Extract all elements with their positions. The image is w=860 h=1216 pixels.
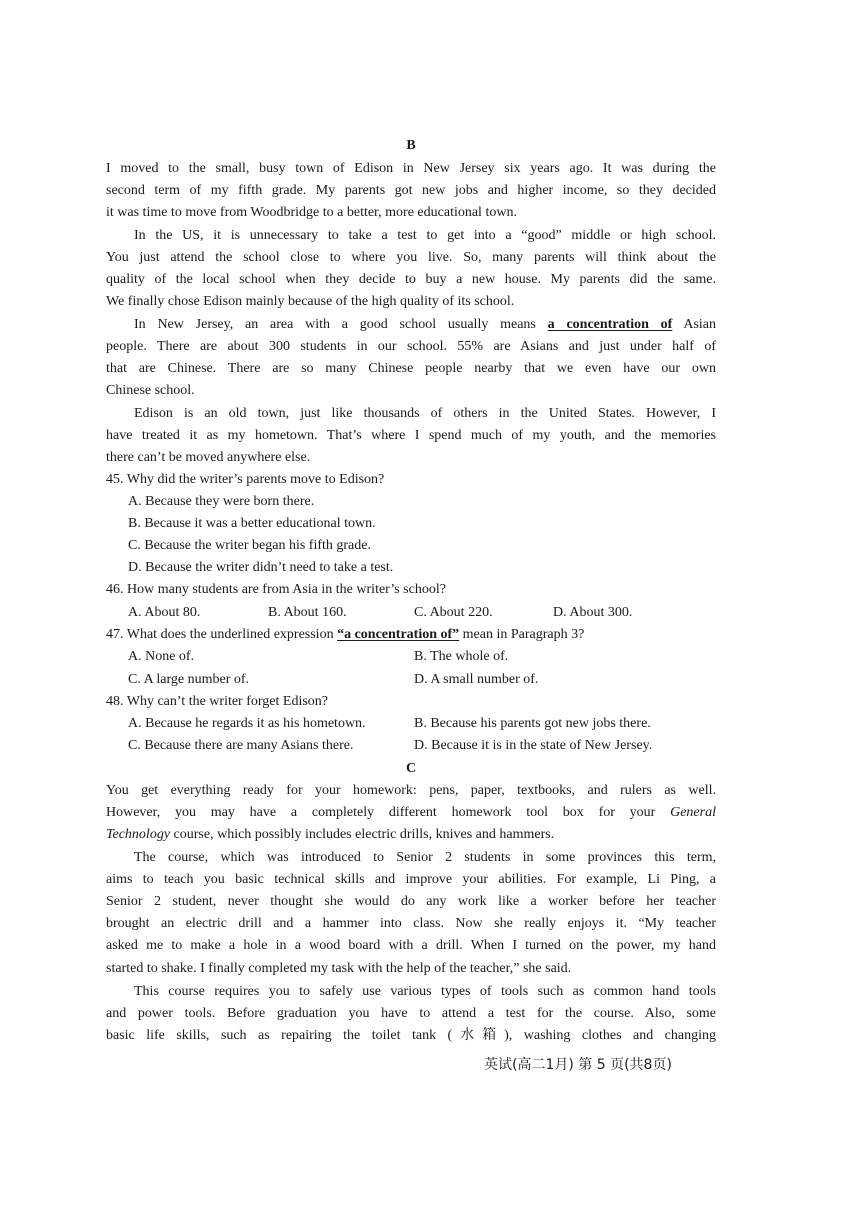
question-48-option-d: D. Because it is in the state of New Jersey. (414, 738, 653, 753)
passage-b-p1-line3: it was time to move from Woodbridge to a better, more educational town. (106, 205, 517, 220)
passage-b-p1-line1: I moved to the small, busy town of Edison in New Jersey six years ago. It was during the (106, 161, 716, 176)
passage-c-p3-line3: basic life skills, such as repairing the toilet tank (水箱), washing clothes and changing (106, 1028, 716, 1043)
passage-b-p4-line3: there can’t be moved anywhere else. (106, 450, 311, 465)
passage-b-p2-line4: We finally chose Edison mainly because of the high quality of its school. (106, 294, 515, 309)
passage-b-p3-line3: that are Chinese. There are so many Chinese people nearby that we even have our own (106, 361, 716, 376)
passage-c-p1-line1: You get everything ready for your homework: pens, paper, textbooks, and rulers as well. (106, 783, 716, 798)
question-48-option-a: A. Because he regards it as his hometown. (128, 716, 366, 731)
question-48-option-b: B. Because his parents got new jobs there. (414, 716, 651, 731)
course-name-part2: Technology (106, 827, 171, 842)
question-45-option-d: D. Because the writer didn’t need to take a test. (128, 560, 394, 575)
passage-b-p2-line2: You just attend the school close to where you live. So, many parents will think about the (106, 250, 716, 265)
p3-text-post: Asian (672, 317, 717, 332)
passage-b-p1-line2: second term of my fifth grade. My parents got new jobs and higher income, so they decided (106, 183, 716, 198)
passage-c-p2-line5: asked me to make a hole in a wood board with a drill. When I turned on the power, my hand (106, 938, 716, 953)
c-p1-line2-text: However, you may have a completely different homework tool box for your (106, 805, 671, 820)
passage-c-p2-line6: started to shake. I finally completed my task with the help of the teacher,” she said. (106, 961, 572, 976)
passage-b-p3-line4: Chinese school. (106, 383, 195, 398)
passage-b-p2-line1: In the US, it is unnecessary to take a test to get into a “good” middle or high school. (134, 228, 716, 243)
question-46-option-c: C. About 220. (414, 605, 493, 620)
passage-c-p3-line1: This course requires you to safely use various types of tools such as common hand tools (134, 984, 716, 999)
q47-underlined-expression: “a concentration of” (337, 627, 460, 642)
passage-c-p2-line1: The course, which was introduced to Senior 2 students in some provinces this term, (134, 850, 716, 865)
question-47-option-a: A. None of. (128, 649, 195, 664)
section-c-title: C (405, 761, 417, 776)
underlined-expression: a concentration of (547, 317, 673, 332)
c-p1-line3-text: course, which possibly includes electric drills, knives and hammers. (170, 827, 555, 842)
question-47-option-d: D. A small number of. (414, 672, 539, 687)
passage-b-p2-line3: quality of the local school when they decide to buy a new house. My parents did the same. (106, 272, 716, 287)
question-45-option-a: A. Because they were born there. (128, 494, 315, 509)
passage-b-p4-line2: have treated it as my hometown. That’s where I spend much of my youth, and the memories (106, 428, 716, 443)
question-46-stem: 46. How many students are from Asia in the writer’s school? (106, 582, 446, 597)
passage-c-p3-line2: and power tools. Before graduation you have to attend a test for the course. Also, some (106, 1006, 716, 1021)
question-47-option-b: B. The whole of. (414, 649, 509, 664)
passage-b-p3-line1 (134, 316, 716, 334)
page-footer: 英试(高二1月) 第 5 页(共8页) (484, 1057, 672, 1073)
question-48-option-c: C. Because there are many Asians there. (128, 738, 354, 753)
passage-c-p1-line3 (106, 826, 716, 844)
question-45-stem: 45. Why did the writer’s parents move to Edison? (106, 472, 385, 487)
question-45-option-b: B. Because it was a better educational town. (128, 516, 376, 531)
question-48-stem: 48. Why can’t the writer forget Edison? (106, 694, 328, 709)
question-46-option-a: A. About 80. (128, 605, 201, 620)
q47-stem-pre: 47. What does the underlined expression (106, 627, 338, 642)
p3-text-pre: In New Jersey, an area with a good school usually means (134, 317, 548, 332)
q47-stem-post: mean in Paragraph 3? (459, 627, 585, 642)
passage-b-p4-line1: Edison is an old town, just like thousands of others in the United States. However, I (134, 406, 716, 421)
question-45-option-c: C. Because the writer began his fifth grade. (128, 538, 371, 553)
passage-c-p2-line3: Senior 2 student, never thought she would do any work like a worker before her teacher (106, 894, 716, 909)
section-b-title: B (406, 138, 416, 153)
passage-c-p2-line2: aims to teach you basic technical skills and improve your abilities. For example, Li Ping, a (106, 872, 716, 887)
course-name-part1: General (670, 805, 716, 820)
question-46-option-b: B. About 160. (268, 605, 347, 620)
question-47-option-c: C. A large number of. (128, 672, 250, 687)
passage-c-p2-line4: brought an electric drill and a hammer into class. Now she really enjoys it. “My teacher (106, 916, 716, 931)
passage-b-p3-line2: people. There are about 300 students in our school. 55% are Asians and just under half of (106, 339, 716, 354)
question-47-stem (106, 626, 716, 644)
passage-c-p1-line2 (106, 804, 716, 822)
question-46-option-d: D. About 300. (553, 605, 633, 620)
